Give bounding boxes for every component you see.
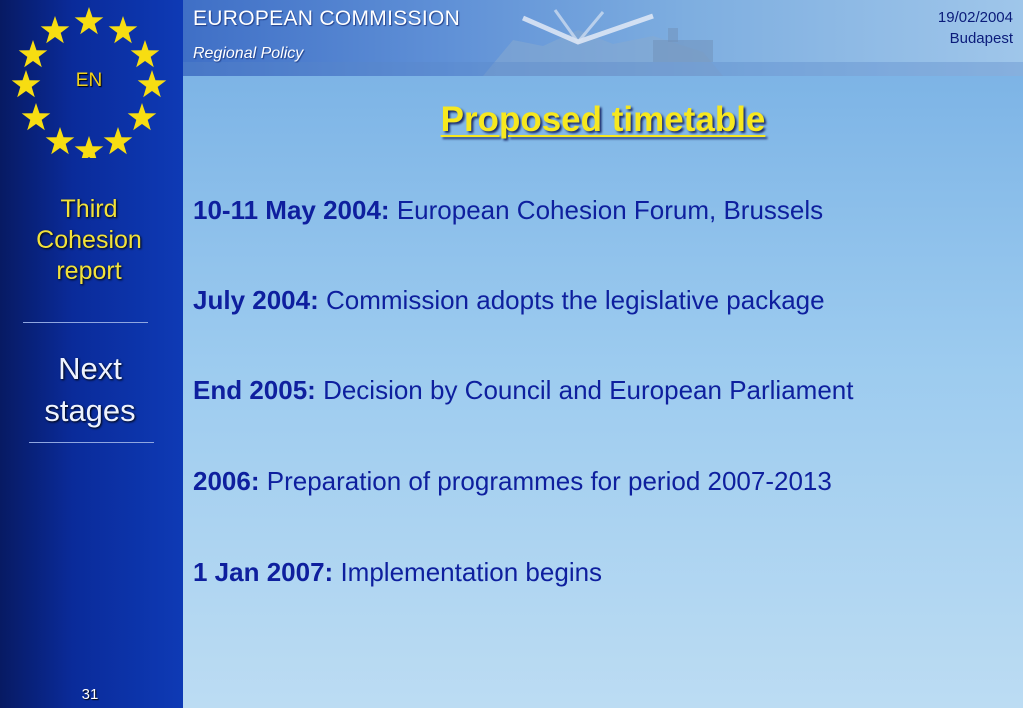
- sidebar-subtitle: [0, 348, 180, 432]
- timetable-item: [193, 466, 832, 497]
- item-date: End 2005:: [193, 375, 316, 405]
- sidebar-title-line: Third: [60, 195, 118, 223]
- star-icon: [109, 16, 138, 43]
- date: 19/02/2004: [937, 9, 1013, 26]
- header-banner: [183, 0, 1023, 76]
- item-text: European Cohesion Forum, Brussels: [396, 195, 824, 225]
- star-icon: [128, 103, 157, 130]
- timetable-item: [193, 375, 853, 406]
- place: Budapest: [949, 30, 1013, 47]
- slide-title: Proposed timetable: [440, 100, 766, 139]
- star-icon: [104, 127, 133, 154]
- star-icon: [75, 7, 104, 34]
- timetable-item: [193, 285, 825, 316]
- star-icon: [41, 16, 70, 43]
- slide-content: [183, 76, 1023, 708]
- sidebar-subtitle-line: Next: [58, 351, 122, 386]
- star-icon: [19, 40, 48, 67]
- sidebar-subtitle-line: stages: [44, 393, 136, 428]
- organization-name: EUROPEAN COMMISSION: [193, 7, 461, 30]
- timetable-item: [193, 195, 823, 226]
- item-date: 2006:: [193, 466, 260, 496]
- page-number: 31: [81, 686, 99, 703]
- item-text: Decision by Council and European Parliament: [323, 375, 854, 405]
- item-text: Implementation begins: [340, 557, 603, 587]
- item-date: 10-11 May 2004:: [193, 195, 390, 225]
- item-text: Commission adopts the legislative package: [325, 285, 825, 315]
- star-icon: [22, 103, 51, 130]
- timetable-item: [193, 557, 602, 588]
- item-date: July 2004:: [193, 285, 319, 315]
- sidebar-title-line: report: [56, 257, 122, 285]
- date-place: [938, 7, 1013, 49]
- sidebar-title-line: Cohesion: [36, 226, 142, 254]
- divider: [29, 442, 154, 443]
- item-date: 1 Jan 2007:: [193, 557, 334, 587]
- sidebar-title: [0, 194, 178, 287]
- divider: [23, 322, 148, 323]
- language-code: EN: [75, 70, 103, 91]
- sidebar: [0, 0, 183, 708]
- item-text: Preparation of programmes for period 2007-2013: [266, 466, 832, 496]
- star-icon: [131, 40, 160, 67]
- department-name: Regional Policy: [193, 45, 304, 62]
- star-icon: [46, 127, 75, 154]
- star-icon: [75, 136, 104, 158]
